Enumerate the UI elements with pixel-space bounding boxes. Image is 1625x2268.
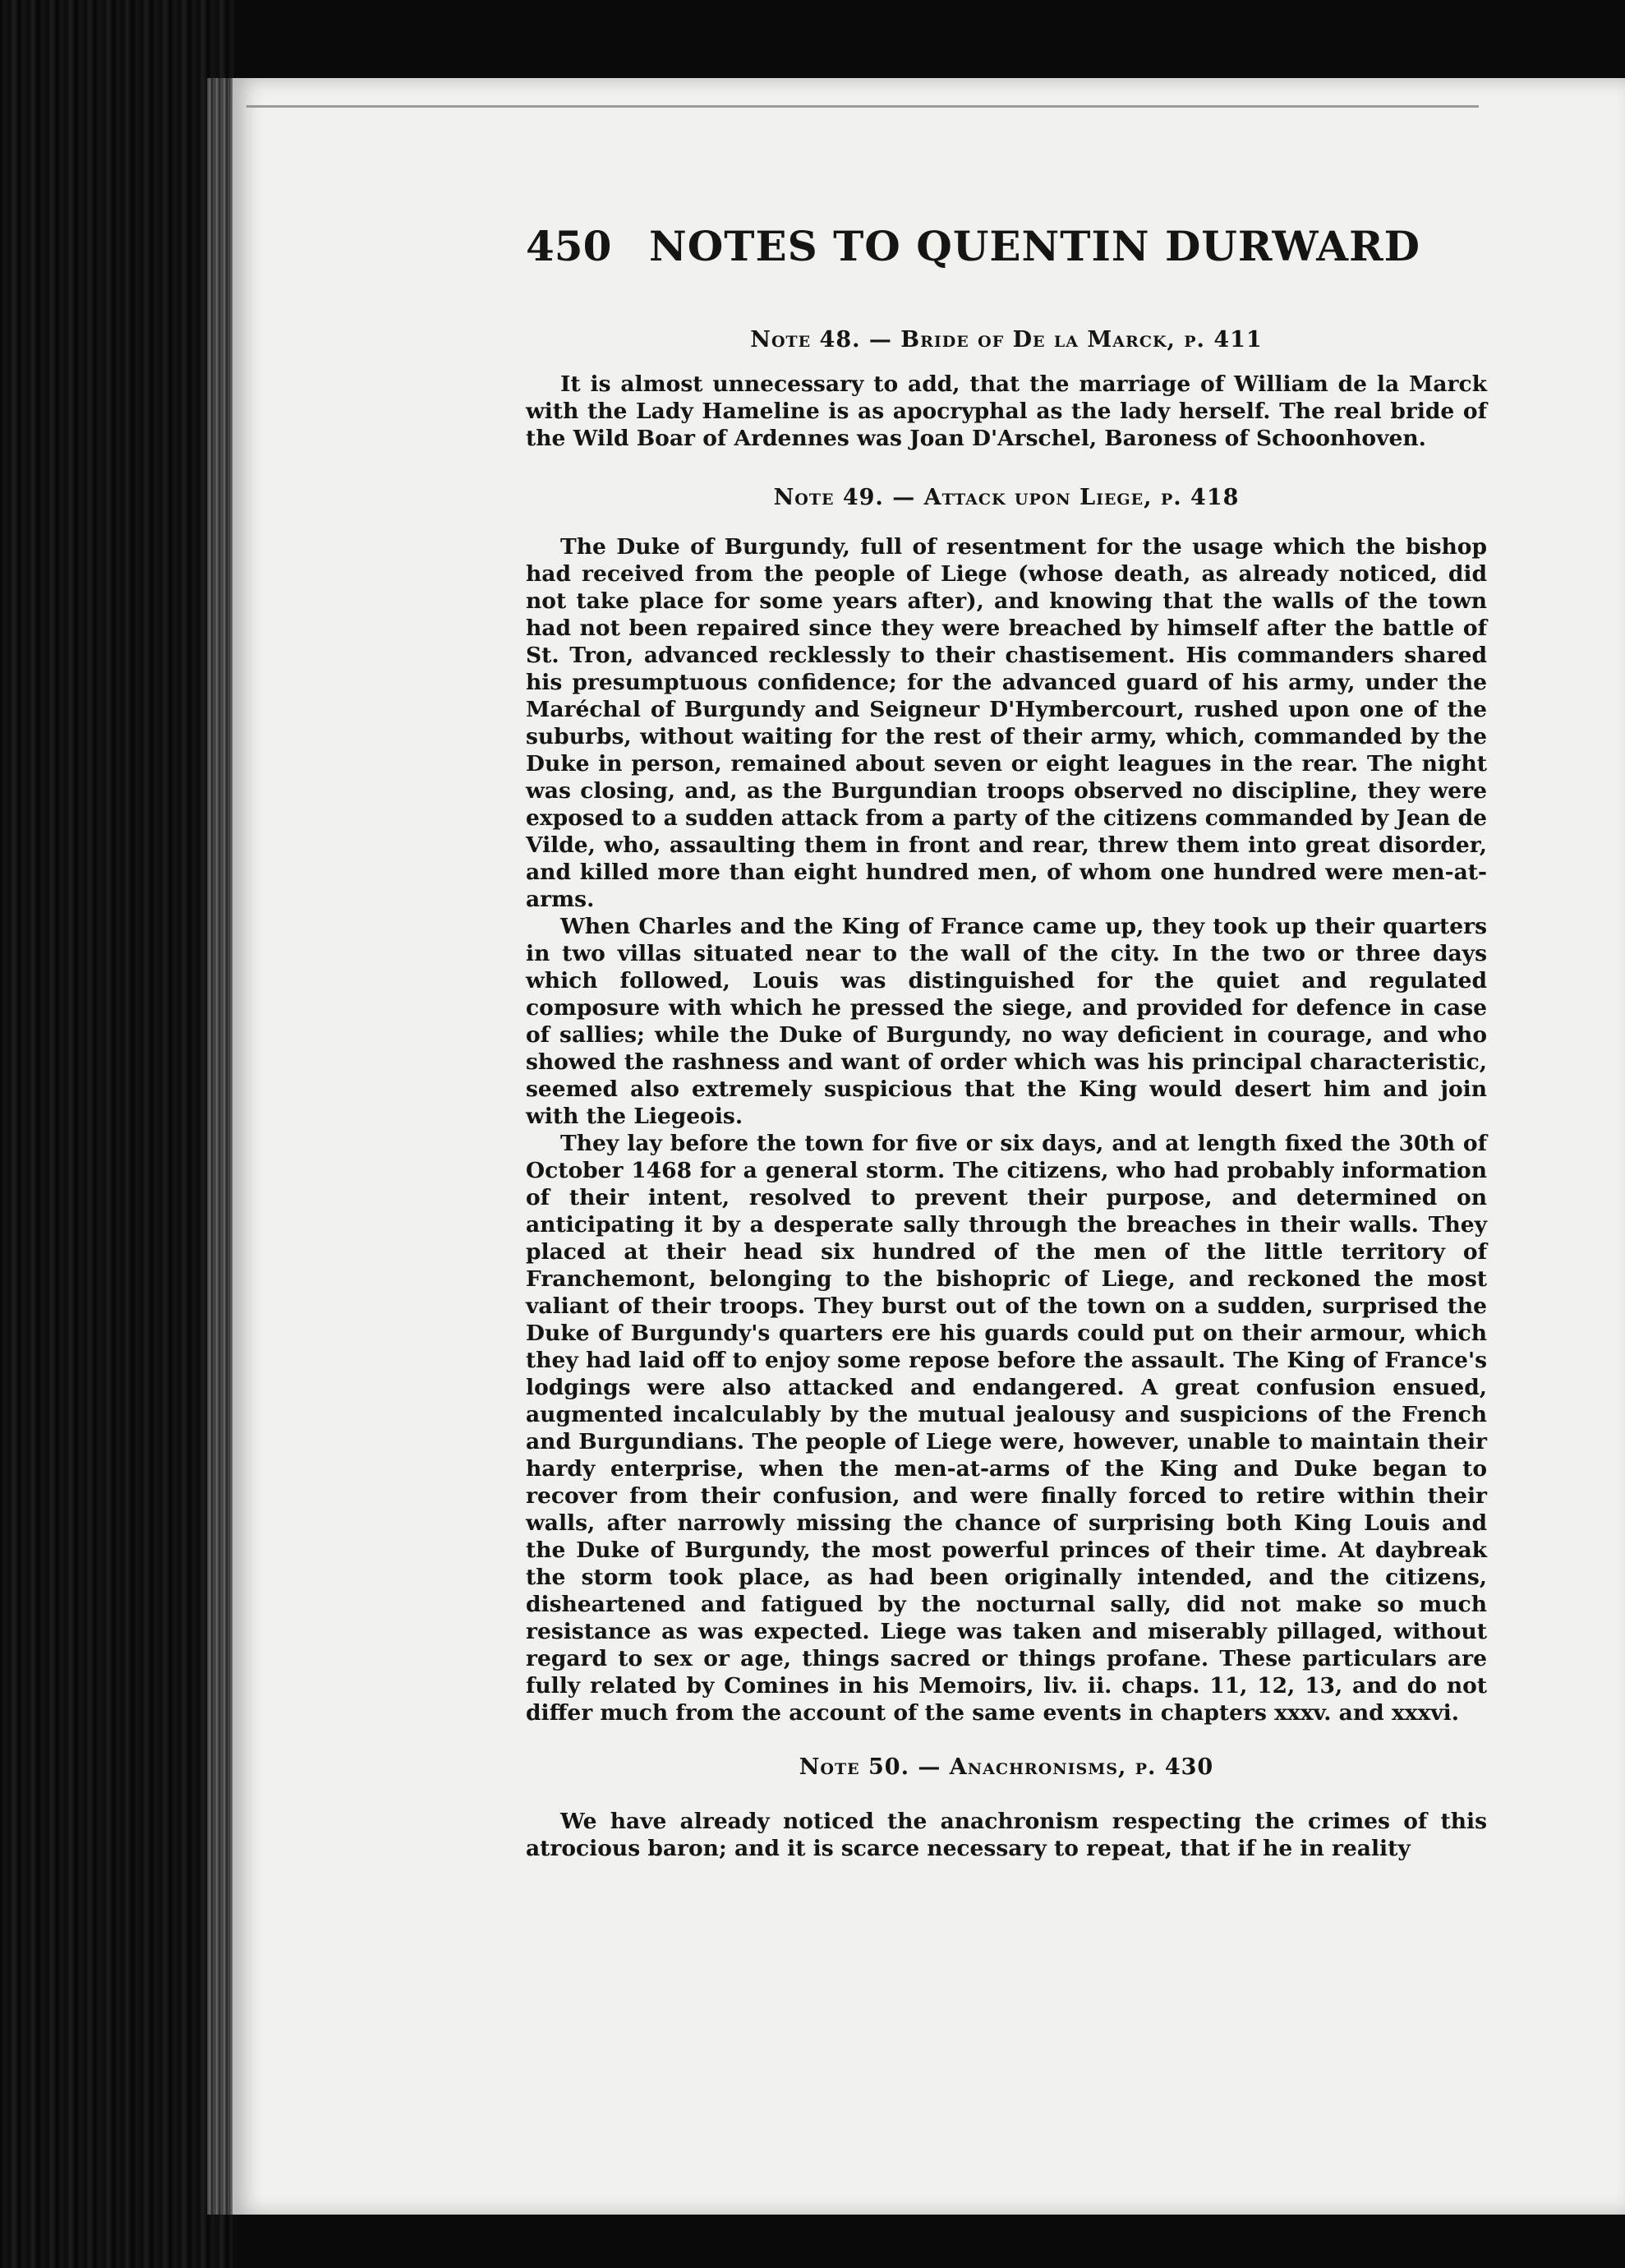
page-number: 450 [526,222,612,270]
note-50-paragraph-1: We have already noticed the anachronism respecting the crimes of this atrocious baron; and it is scarce necessary to repeat, that if he in reality [526,1809,1487,1861]
note-48-heading: Note 48. — Bride of De la Marck, p. 411 [750,327,1263,353]
page-top-rule [246,105,1479,108]
running-head [526,222,1487,288]
page-bottom-shadow [232,2215,1625,2268]
note-49-paragraph-3: They lay before the town for five or six days, and at length fixed the 30th of October 1468 for a general storm. The citizens, who had probably information of their intent, resolved to prevent their purpose, and determined on anticipating it by a desperate sally through the breaches in their walls. They placed at their head six hundred of the men of the little territory of Franchemont, belonging to the bishopric of Liege, and reckoned the most valiant of their troops. They burst out of the town on a sudden, surprised the Duke of Burgundy's quarters ere his guards could put on their armour, which they had laid off to enjoy some repose before the assault. The King of France's lodgings were also attacked and endangered. A great confusion ensued, augmented incalculably by the mutual jealousy and suspicions of the French and Burgundians. The people of Liege were, however, unable to maintain their hardy enterprise, when the men-at-arms of the King and Duke began to recover from their confusion, and were finally forced to retire within their walls, after narrowly missing the chance of surprising both King Louis and the Duke of Burgundy, the most powerful princes of their time. At daybreak the storm took place, as had been originally intended, and the citizens, disheartened and fatigued by the nocturnal sally, did not make so much resistance as was expected. Liege was taken and miserably pillaged, without regard to sex or age, things sacred or things profane. These particulars are fully related by Comines in his Memoirs, liv. ii. chaps. 11, 12, 13, and do not differ much from the account of the same events in chapters xxxv. and xxxvi. [526,1131,1487,1726]
page-content [526,222,1487,1862]
note-49-paragraph-2: When Charles and the King of France came up, they took up their quarters in two villas situated near to the wall of the city. In the two or three days which followed, Louis was distinguished for the quiet and regulated composure with which he pressed the siege, and provided for defence in case of sallies; while the Duke of Burgundy, no way deficient in courage, and who showed the rashness and want of order which was his principal characteristic, seemed also extremely suspicious that the King would desert him and join with the Liegeois. [526,914,1487,1129]
note-50-body [526,1808,1487,1862]
book-spine-gutter [0,0,234,2268]
note-50-heading: Note 50. — Anachronisms, p. 430 [799,1754,1214,1780]
note-48-body [526,371,1487,452]
note-49-heading: Note 49. — Attack upon Liege, p. 418 [773,485,1240,510]
note-49-paragraph-1: The Duke of Burgundy, full of resentment for the usage which the bishop had received from the people of Liege (whose death, as already noticed, did not take place for some years after), and knowing that the walls of the town had not been repaired since they were breached by himself after the battle of St. Tron, advanced recklessly to their chastisement. His commanders shared his presumptuous confidence; for the advanced guard of his army, under the Maréchal of Burgundy and Seigneur D'Hymbercourt, rushed upon one of the suburbs, without waiting for the rest of their army, which, commanded by the Duke in person, remained about seven or eight leagues in the rear. The night was closing, and, as the Burgundian troops observed no discipline, they were exposed to a sudden attack from a party of the citizens commanded by Jean de Vilde, who, assaulting them in front and rear, threw them into great disorder, and killed more than eight hundred men, of whom one hundred were men-at-arms. [526,534,1487,912]
running-title: NOTES TO QUENTIN DURWARD [649,222,1421,270]
note-49-body [526,533,1487,1726]
note-48-paragraph-1: It is almost unnecessary to add, that the marriage of William de la Marck with the Lady Hameline is as apocryphal as the lady herself. The real bride of the Wild Boar of Ardennes was Joan D'Arschel, Baroness of Schoonhoven. [526,371,1487,451]
